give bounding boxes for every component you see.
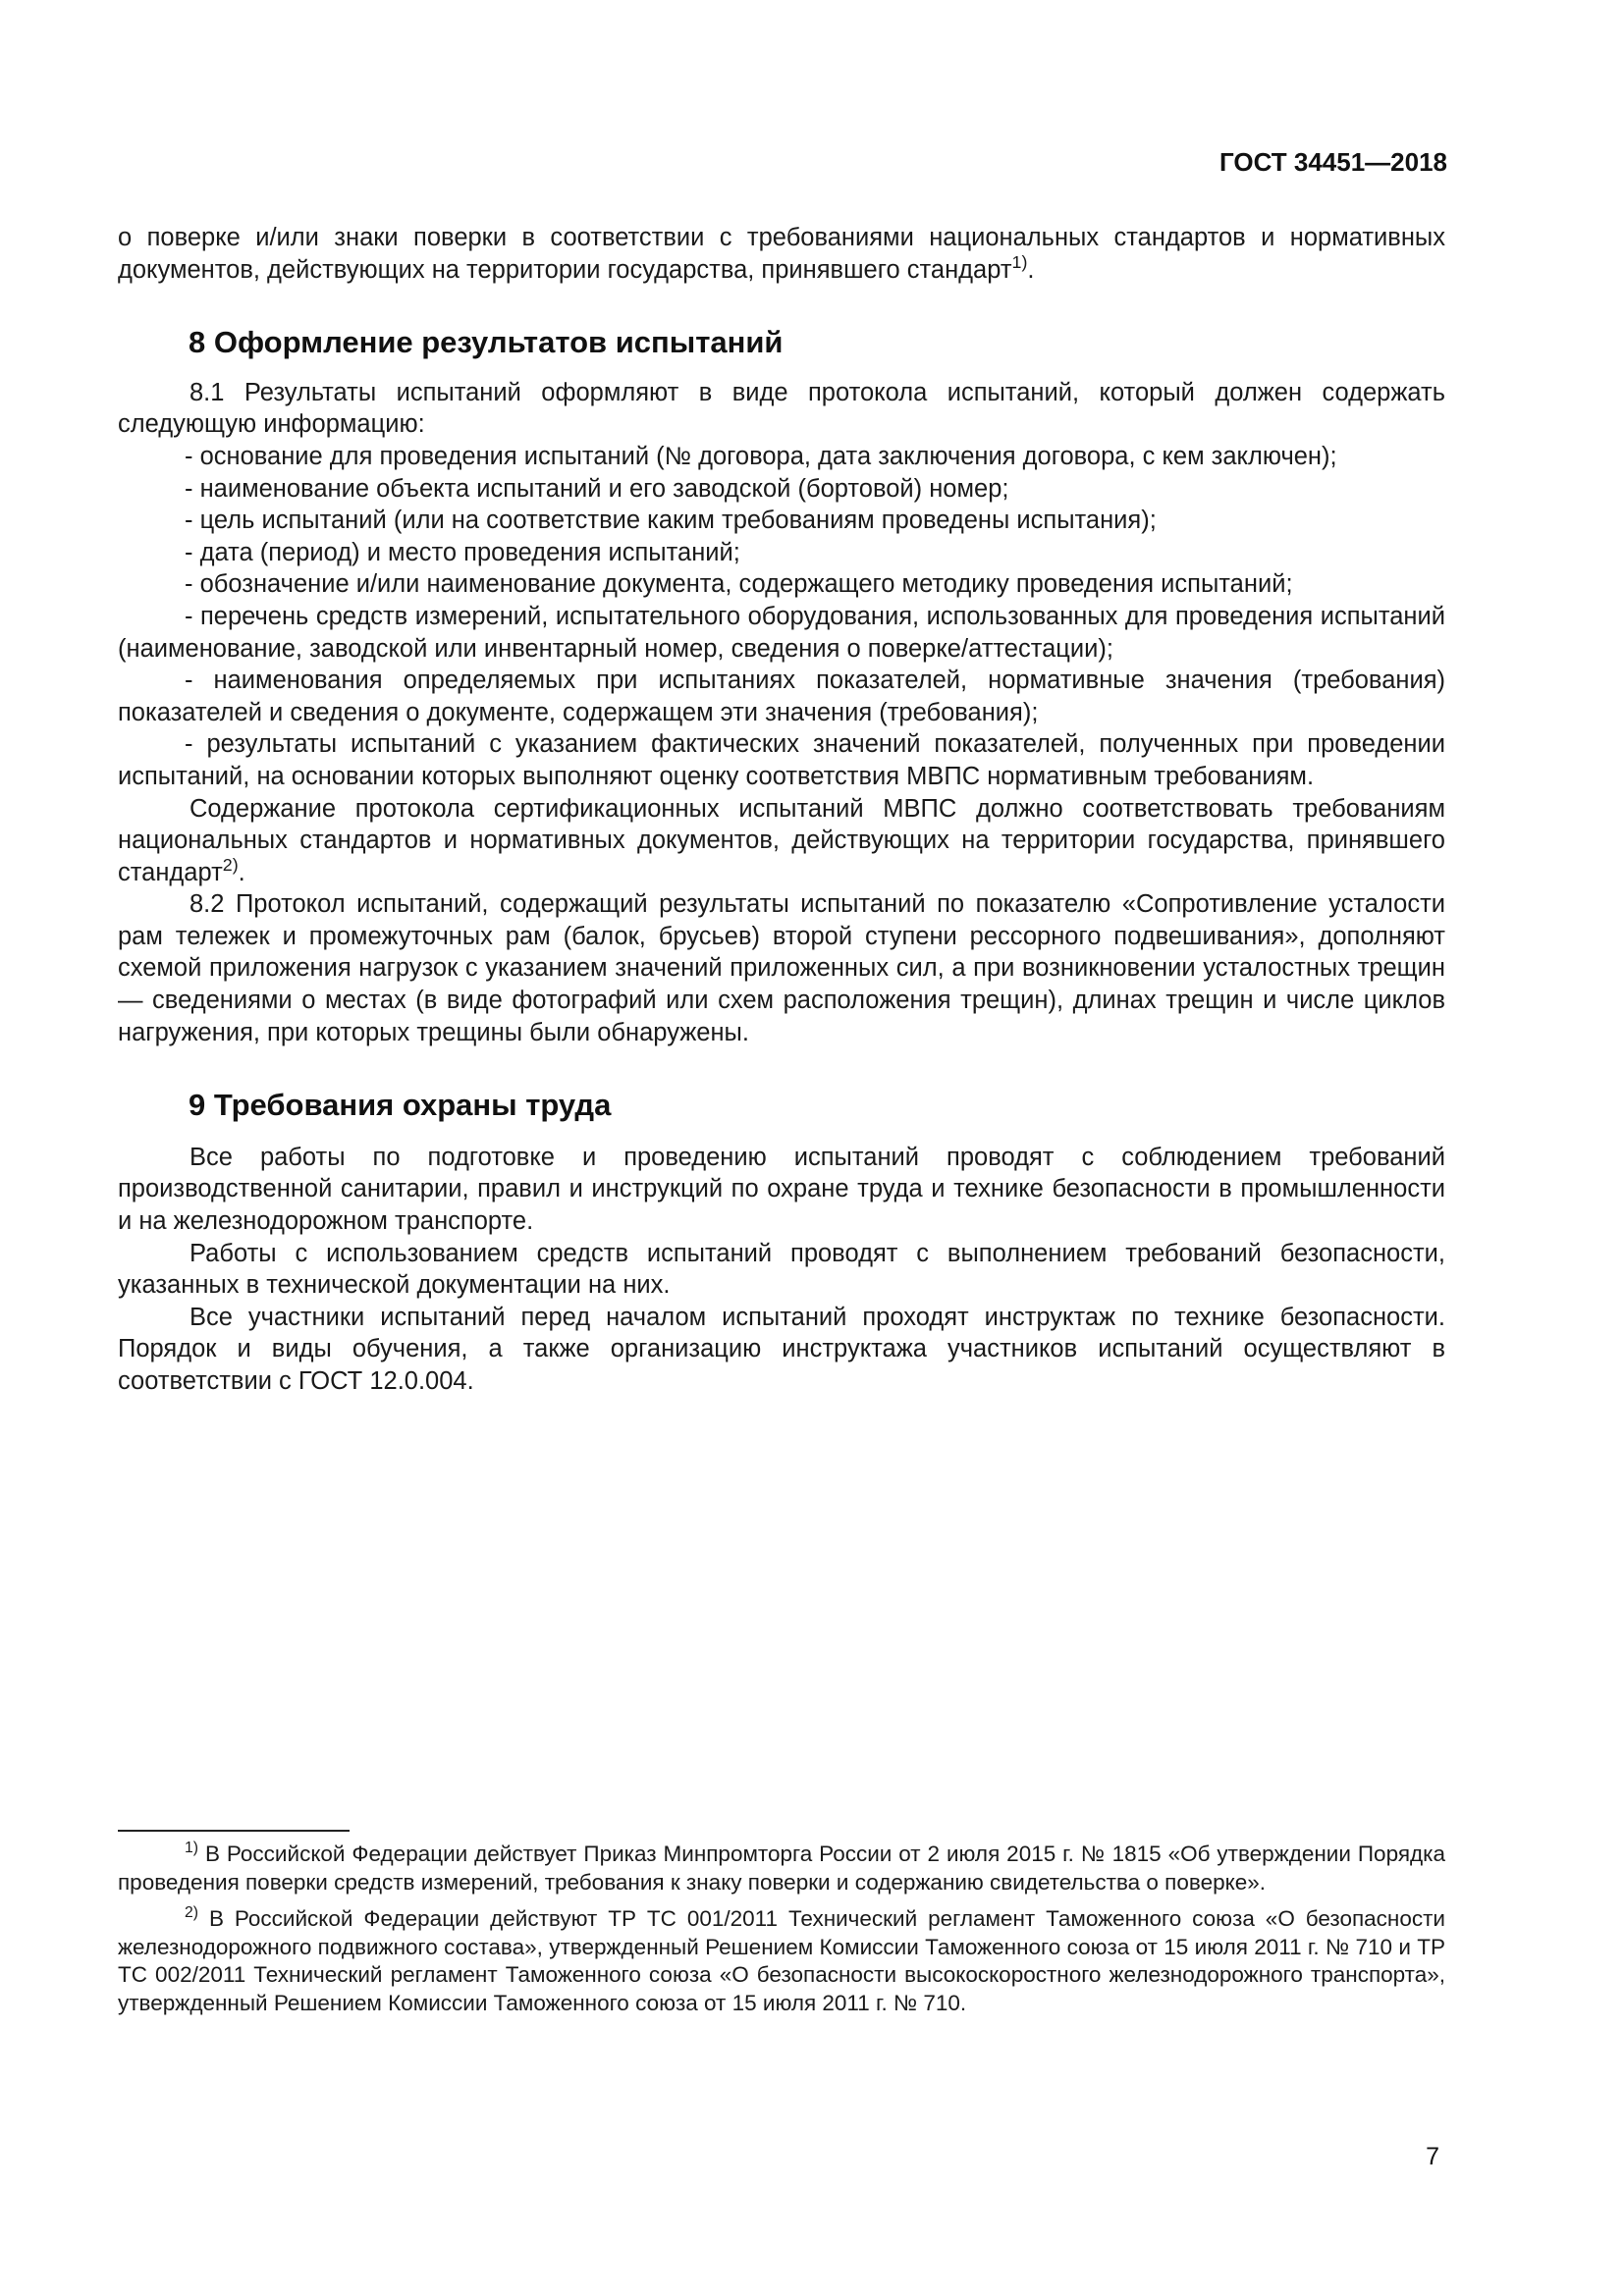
section-9-paragraph: Работы с использованием средств испытаний проводят с выполнением требований безопасности, указанных в технической документации на них. xyxy=(118,1239,1445,1300)
list-item: - дата (период) и место проведения испытаний; xyxy=(185,538,740,566)
section-9-paragraph: Все работы по подготовке и проведению испытаний проводят с соблюдением требований производственной санитарии, правил и инструкций по охране труда и технике безопасности в промышленности и на железнодорожном транспорте. xyxy=(118,1143,1445,1236)
intro-paragraph xyxy=(118,222,1445,286)
footnote-1 xyxy=(118,1841,1445,1896)
footnote-ref-1[interactable]: 1) xyxy=(1011,251,1028,272)
main-content xyxy=(118,222,1445,1398)
footnote-mark: 1) xyxy=(185,1840,199,1857)
document-id: ГОСТ 34451—2018 xyxy=(1219,147,1447,177)
list-item: - цель испытаний (или на соответствие каким требованиям проведены испытания); xyxy=(185,507,1157,535)
intro-tail: . xyxy=(1027,255,1035,284)
list-item: - основание для проведения испытаний (№ договора, дата заключения договора, с кем заключен); xyxy=(185,442,1337,470)
footnote-mark: 2) xyxy=(185,1904,199,1922)
protocol-content-tail: . xyxy=(238,858,245,886)
page-number: 7 xyxy=(1426,2143,1439,2170)
footnote-ref-2[interactable]: 2) xyxy=(222,854,239,875)
footnote-text: В Российской Федерации действуют ТР ТС 001/2011 Технический регламент Таможенного союза «О безопасности железнодорожного подвижного состава», утвержденный Решением Комиссии Таможенного союза от 15 июля 2011 г. № 710 и ТР ТС 002/2011 Технический регламент Таможенного союза «О безопасности высокоскоростного железнодорожного транспорта», утвержденный Решением Комиссии Таможенного союза от 15 июля 2011 г. № 710. xyxy=(118,1906,1445,2015)
section-9-paragraph: Все участники испытаний перед началом испытаний проходят инструктаж по технике безопасности. Порядок и виды обучения, а также организацию инструктажа участников испытаний осуществляют в соответствии с ГОСТ 12.0.004. xyxy=(118,1303,1445,1395)
intro-text: о поверке и/или знаки поверки в соответствии с требованиями национальных стандартов и нормативных документов, действующих на территории государства, принявшего стандарт xyxy=(118,224,1445,284)
paragraph-8-2: 8.2 Протокол испытаний, содержащий результаты испытаний по показателю «Сопротивление усталости рам тележек и промежуточных рам (балок, брусьев) второй ступени рессорного подвешивания», дополняют схемой приложения нагрузок с указанием значений приложенных сил, а при возникновении усталостных трещин — сведениями о местах (в виде фотографий или схем расположения трещин), длинах трещин и числе циклов нагружения, при которых трещины были обнаружены. xyxy=(118,890,1445,1046)
list-item: - наименования определяемых при испытаниях показателей, нормативные значения (требования) показателей и сведения о документе, содержащем эти значения (требования); xyxy=(118,667,1445,726)
footnote-2 xyxy=(118,1905,1445,2017)
footnotes xyxy=(118,1841,1445,2026)
footnote-text: В Российской Федерации действует Приказ Минпромторга России от 2 июля 2015 г. № 1815 «Об утверждении Порядка проведения поверки средств измерений, требования к знаку поверки и содержанию свидетельства о поверке». xyxy=(118,1842,1445,1895)
section-9-heading: 9 Требования охраны труда xyxy=(189,1088,612,1123)
section-8-heading: 8 Оформление результатов испытаний xyxy=(189,325,784,360)
protocol-content-paragraph xyxy=(118,793,1445,889)
footnote-separator xyxy=(118,1830,350,1832)
list-item: - обозначение и/или наименование документа, содержащего методику проведения испытаний; xyxy=(185,570,1293,599)
list-item: - перечень средств измерений, испытательного оборудования, использованных для проведения испытаний (наименование, заводской или инвентарный номер, сведения о поверке/аттестации); xyxy=(118,602,1445,663)
list-item: - наименование объекта испытаний и его заводской (бортовой) номер; xyxy=(185,474,1009,503)
protocol-content-text: Содержание протокола сертификационных испытаний МВПС должно соответствовать требованиям национальных стандартов и нормативных документов, действующих на территории государства, принявшего стандарт xyxy=(118,794,1445,886)
list-item: - результаты испытаний с указанием фактических значений показателей, полученных при проведении испытаний, на основании которых выполняют оценку соответствия МВПС нормативным требованиям. xyxy=(118,730,1445,790)
paragraph-8-1: 8.1 Результаты испытаний оформляют в виде протокола испытаний, который должен содержать следующую информацию: xyxy=(118,378,1445,439)
